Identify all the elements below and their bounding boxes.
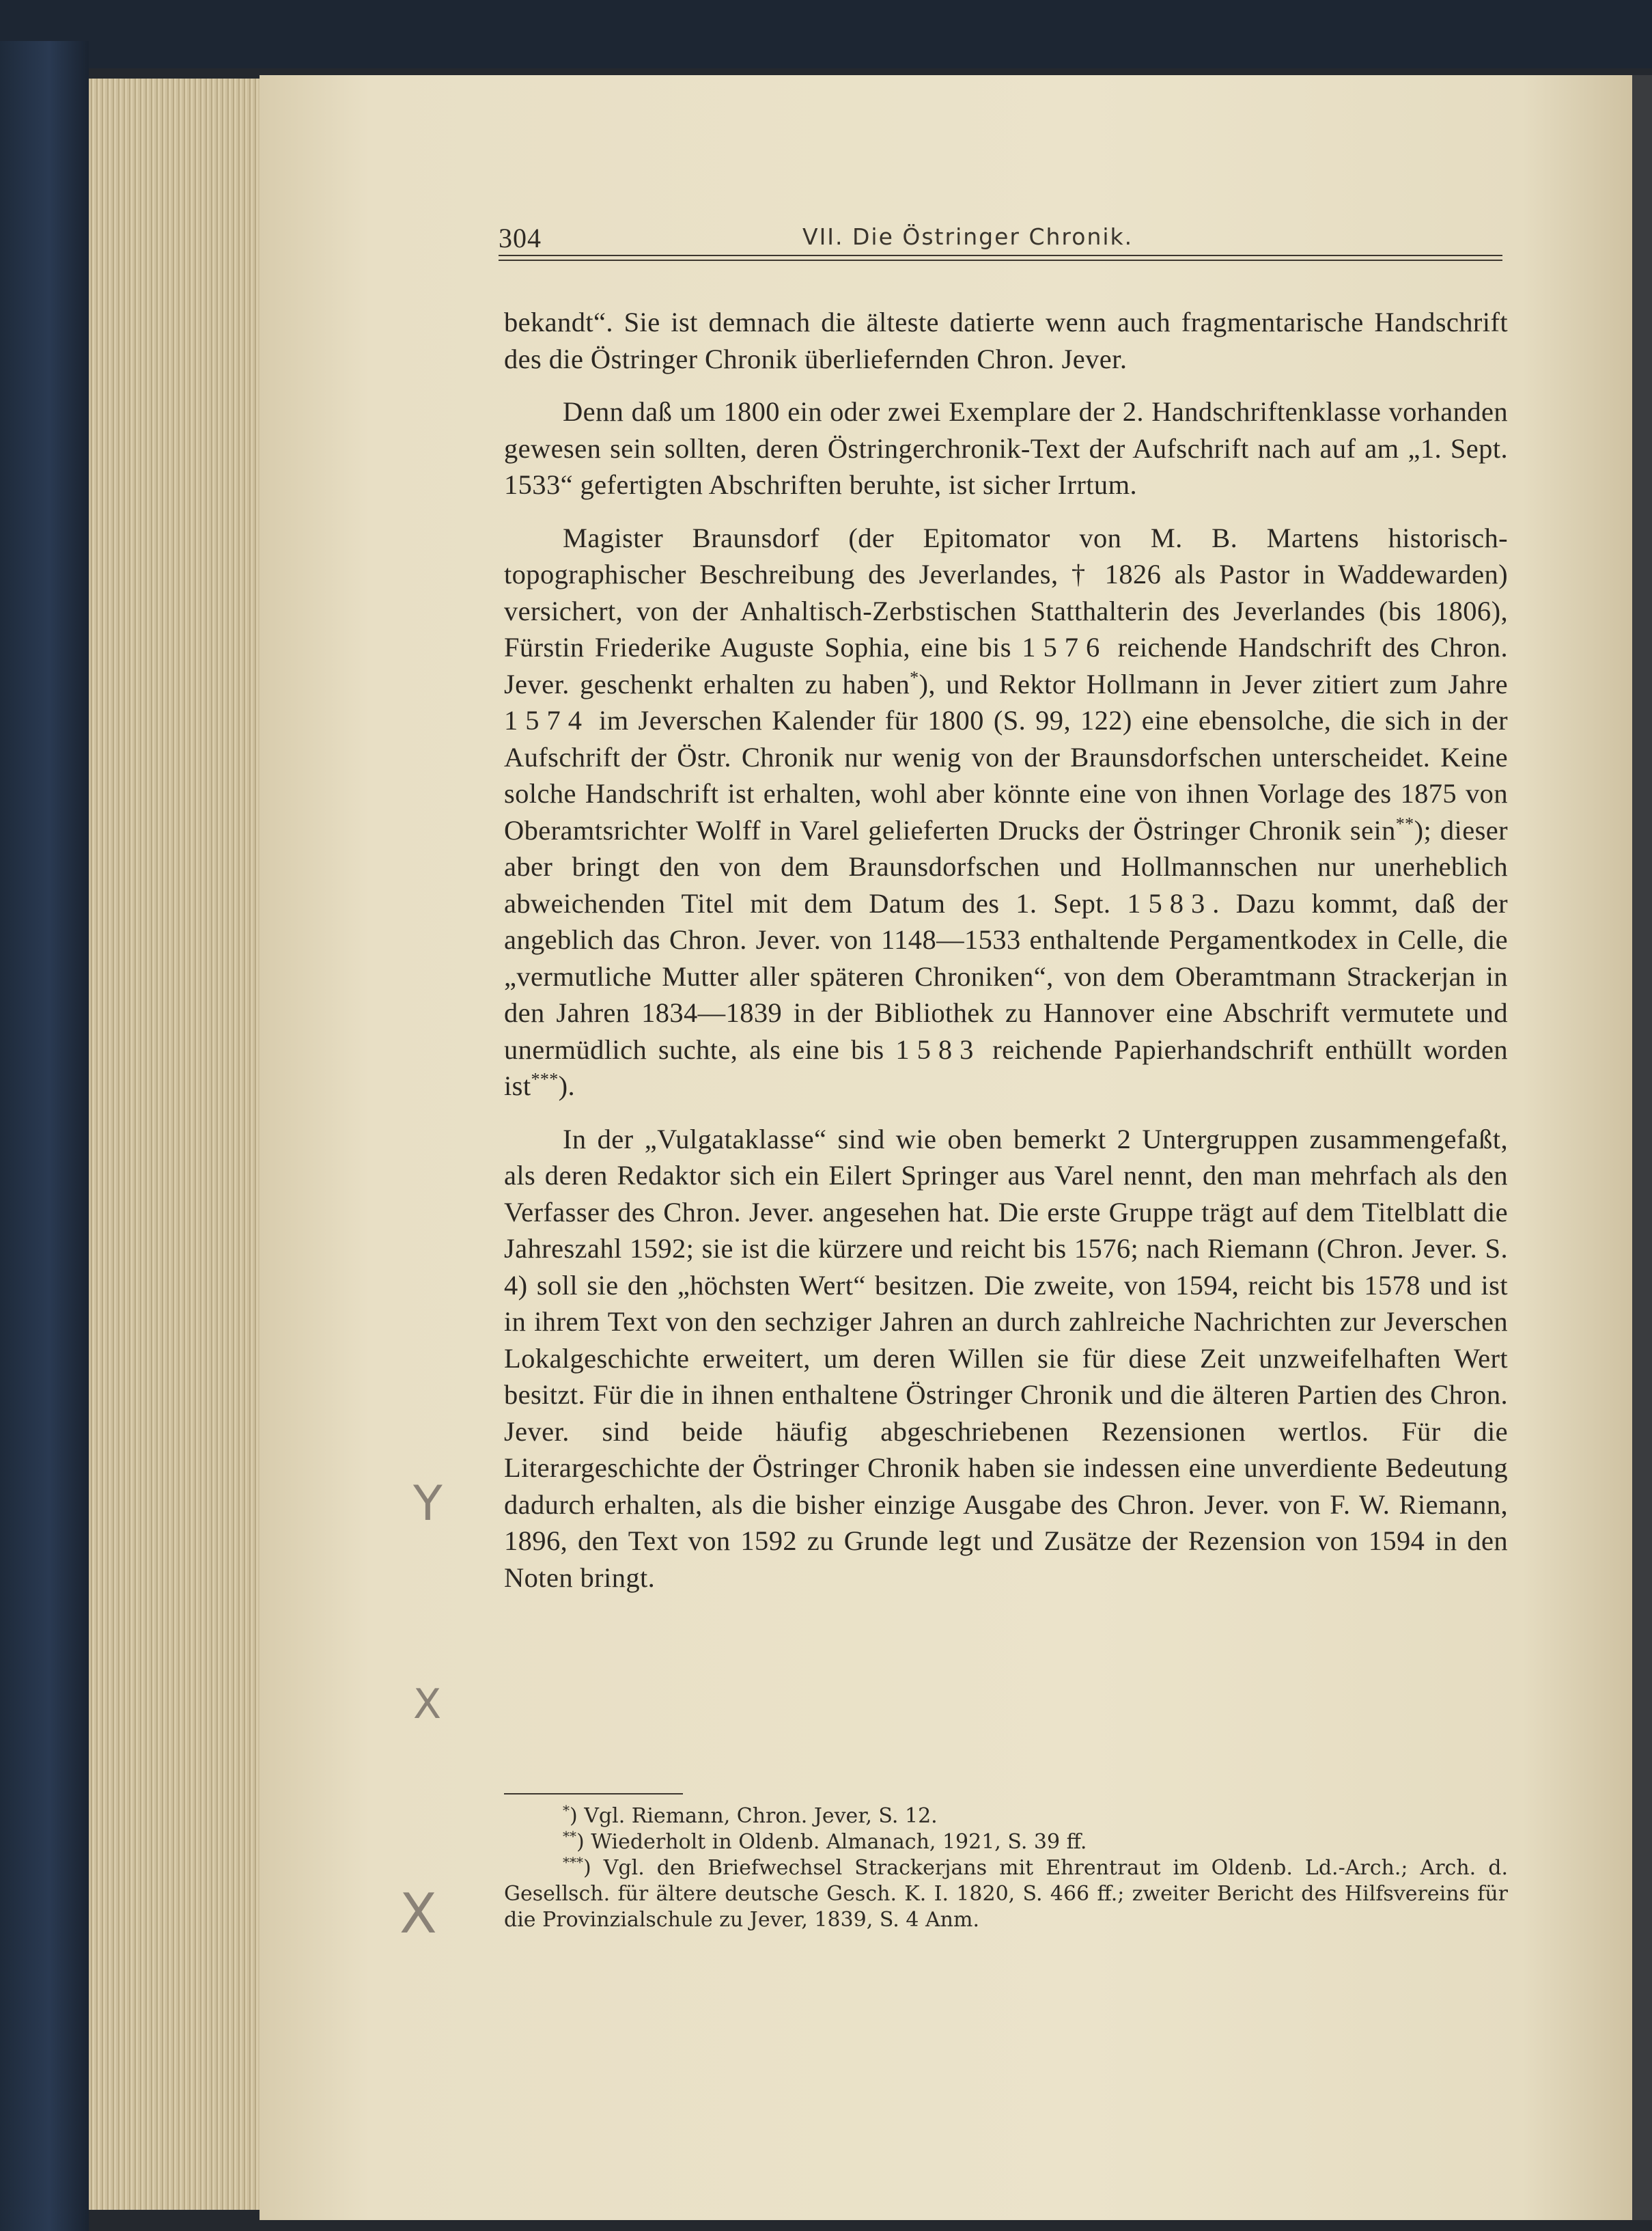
header-rule-double [499, 260, 1502, 261]
text-run: im Jeverschen Kalender für 1800 (S. 99, 122) eine ebensolche, die sich in der Aufschrift der Östr. Chronik nur wenig von der Braunsdorfschen unterscheidet. Keine solche Handschrift ist erhalten, wohl aber könnte eine von ihnen Vorlage des 1875 von Oberamtsrichter Wolff in Varel gelieferten Drucks der Östringer Chronik sein [504, 705, 1508, 846]
text-run: ), und Rektor Hollmann in Jever zitiert zum Jahre [919, 668, 1509, 699]
footnote [504, 1803, 1508, 1829]
text-run: Magister Braunsdorf (der Epitomator von M. B. Martens historisch-topographischer Beschreibung des Jeverlandes, † 1826 als Pastor in Waddewarden) versichert, von der Anhaltisch-Zerbstischen Statthalterin des Jeverlandes (bis 1806), Fürstin Friederike Auguste Sophia, eine bis [504, 522, 1508, 663]
footnote [504, 1829, 1508, 1855]
text-run: ). [558, 1070, 576, 1101]
footnotes [504, 1803, 1508, 1933]
paragraph: bekandt“. Sie ist demnach die älteste datierte wenn auch fragmentarische Handschrift des die Östringer Chronik überliefernden Chron. Jever. [504, 307, 1508, 374]
text-run: reichende Handschrift des Chron. Jever. geschenkt erhalten zu haben [504, 632, 1508, 699]
page-gutter-shadow [1632, 75, 1652, 2220]
paragraph [504, 520, 1508, 1105]
footnote-mark: * [563, 1802, 570, 1818]
footnote-text: ) Wiederholt in Oldenb. Almanach, 1921, S. 39 ff. [576, 1830, 1087, 1854]
margin-pencil-mark: Y [413, 1475, 443, 1532]
footnote-text: ) Vgl. Riemann, Chron. Jever, S. 12. [570, 1804, 938, 1828]
book-cover-top [0, 0, 1652, 68]
spaced-year: 1576 [1022, 632, 1108, 663]
paragraph: Denn daß um 1800 ein oder zwei Exemplare der 2. Handschriftenklasse vorhanden gewesen sein sollten, deren Östringerchronik-Text der Aufschrift nach auf am „1. Sept. 1533“ gefertigten Abschriften beruhte, ist sicher Irrtum. [504, 396, 1508, 500]
page-edges [89, 79, 260, 2210]
book-cover-spine [0, 41, 89, 2231]
footnote-ref: *** [531, 1069, 559, 1090]
footnote-ref: ** [1395, 814, 1414, 833]
running-title: VII. Die Östringer Chronik. [802, 223, 1134, 250]
margin-pencil-mark: X [400, 1882, 437, 1945]
page-header [499, 222, 1502, 263]
paragraph: In der „Vulgataklasse“ sind wie oben bemerkt 2 Untergruppen zusammengefaßt, als deren Redaktor sich ein Eilert Springer aus Varel nennt, den man mehrfach als den Verfasser des Chron. Jever. angesehen hat. Die erste Gruppe trägt auf dem Titelblatt die Jahreszahl 1592; sie ist die kürzere und reicht bis 1576; nach Riemann (Chron. Jever. S. 4) soll sie den „höchsten Wert“ besitzen. Die zweite, von 1594, reicht bis 1578 und ist in ihrem Text von den sechziger Jahren an durch zahlreiche Nachrichten zur Jeverschen Lokalgeschichte erweitert, um deren Willen sie für diese Zeit unzweifelhaften Wert besitzt. Für die in ihnen enthaltene Östringer Chronik und die älteren Partien des Chron. Jever. sind beide häufig abgeschriebenen Rezensionen wertlos. Für die Literargeschichte der Östringer Chronik haben sie indessen eine unverdiente Bedeutung dadurch erhalten, als die bisher einzige Ausgabe des Chron. Jever. von F. W. Riemann, 1896, den Text von 1592 zu Grunde legt und Zusätze der Rezension von 1594 in den Noten bringt. [504, 1123, 1508, 1593]
main-text [504, 304, 1508, 1612]
spaced-year: 1583 [895, 1034, 981, 1065]
footnote-text: ) Vgl. den Briefwechsel Strackerjans mit Ehrentraut im Oldenb. Ld.-Arch.; Arch. d. Gesellsch. für ältere deutsche Gesch. K. I. 1820, S. 466 ff.; zweiter Bericht des Hilfsvereins für die Provinzialschule zu Jever, 1839, S. 4 Anm. [504, 1856, 1508, 1932]
margin-pencil-mark: X [413, 1680, 442, 1728]
spaced-year: 1574 [504, 705, 589, 736]
text-run: reichende Papierhandschrift enthüllt worden ist [504, 1034, 1508, 1101]
spaced-year: 1583 [1127, 887, 1213, 919]
page-number: 304 [499, 223, 542, 253]
footnote [504, 1855, 1508, 1933]
footnote-mark: *** [563, 1854, 583, 1870]
text-run: . Dazu kommt, daß der angeblich das Chron. Jever. von 1148—1533 enthaltende Pergamentkodex in Celle, die „vermutliche Mutter aller späteren Chroniken“, von dem Oberamtmann Strackerjan in den Jahren 1834—1839 in der Bibliothek zu Hannover eine Abschrift vermutete und unermüdlich suchte, als eine bis [504, 887, 1509, 1065]
footnote-rule [504, 1793, 683, 1794]
text-run: ); dieser aber bringt den von dem Braunsdorfschen und Hollmannschen nur unerheblich abweichenden Titel mit dem Datum des 1. Sept. [504, 814, 1508, 919]
footnote-ref: * [910, 667, 919, 687]
header-rule [499, 255, 1502, 256]
footnote-mark: ** [563, 1828, 576, 1844]
